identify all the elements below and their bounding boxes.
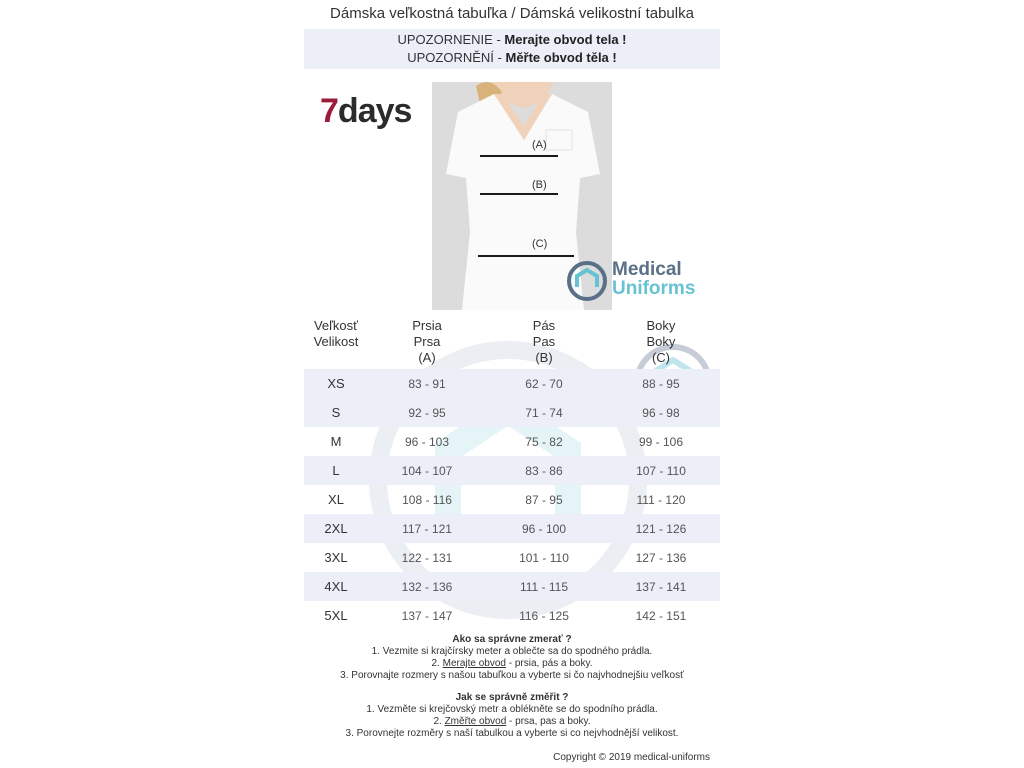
instructions-sk-step3: 3. Porovnajte rozmery s našou tabuľkou a vyberte si čo najvhodnejšiu veľkosť [340, 670, 684, 681]
table-row: XS 83 - 91 62 - 70 88 - 95 [304, 369, 720, 398]
label-a: (A) [532, 139, 547, 151]
table-row: XL 108 - 116 87 - 95 111 - 120 [328, 492, 686, 507]
warning-box [304, 29, 720, 69]
table-row: S 92 - 95 71 - 74 96 - 98 [304, 398, 720, 427]
instructions-sk-heading: Ako sa správne zmerať ? [452, 634, 572, 645]
instructions-sk-step1: 1. Vezmite si krajčírsky meter a oblečte sa do spodného prádla. [371, 646, 653, 657]
table-row: 2XL 117 - 121 96 - 100 121 - 126 [304, 514, 720, 543]
table-row: 3XL 122 - 131 101 - 110 127 - 136 [324, 550, 687, 565]
size-chart-page [304, 0, 720, 768]
header-waist: Pás Pas (B) [532, 318, 556, 365]
label-b: (B) [532, 179, 547, 191]
instructions-cz-step3: 3. Porovnejte rozměry s naší tabulkou a vyberte si co nejvhodnější velikost. [345, 728, 679, 739]
mu-logo-icon [566, 260, 608, 302]
page-title: Dámska veľkostná tabuľka / Dámská velikostní tabulka [330, 5, 694, 22]
table-row: 5XL 137 - 147 116 - 125 142 - 151 [324, 608, 687, 623]
instructions-cz-step2: 2. Změřte obvod - prsa, pas a boky. [433, 716, 591, 727]
warning-sk: UPOZORNENIE - Merajte obvod tela ! [397, 32, 627, 47]
copyright-text: Copyright © 2019 medical-uniforms [553, 752, 710, 763]
measuring-instructions [304, 632, 720, 740]
table-header-row [304, 316, 720, 369]
instructions-cz-step1: 1. Vezměte si krejčovský metr a oblékněte se do spodního prádla. [366, 704, 658, 715]
warning-cz: UPOZORNĚNÍ - Měřte obvod těla ! [407, 50, 617, 65]
label-c: (C) [532, 238, 548, 250]
instructions-sk-step2: 2. Merajte obvod - prsia, pás a boky. [431, 658, 593, 669]
header-hips: Boky Boky (C) [646, 318, 676, 365]
header-size: Veľkosť Velikost [313, 318, 359, 349]
size-table [304, 316, 720, 630]
table-row: 4XL 132 - 136 111 - 115 137 - 141 [304, 572, 720, 601]
instructions-cz-heading: Jak se správně změřit ? [455, 692, 569, 703]
table-row: L 104 - 107 83 - 86 107 - 110 [304, 456, 720, 485]
medical-uniforms-logo: Medical Uniforms [566, 260, 716, 302]
brand-logo-7days: 7days [320, 92, 412, 130]
table-row: M 96 - 103 75 - 82 99 - 106 [330, 434, 683, 449]
header-chest: Prsia Prsa (A) [412, 318, 442, 365]
